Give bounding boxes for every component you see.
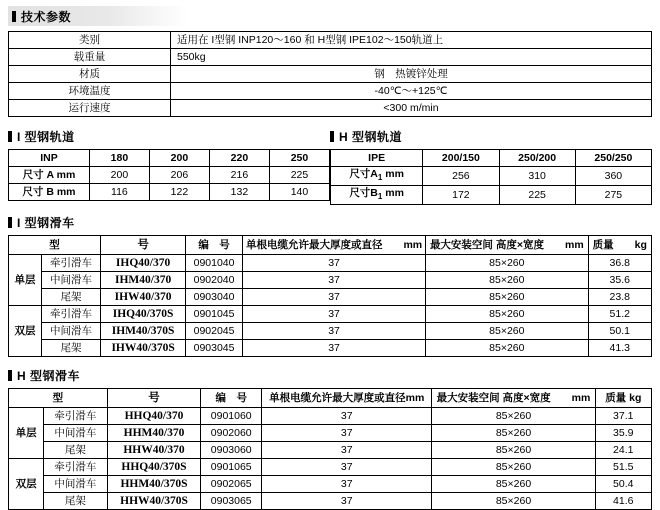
table-header-row xyxy=(9,236,652,255)
column-header: 180 xyxy=(89,150,149,167)
trolley-code: 0901065 xyxy=(201,459,262,476)
row-label: 尺寸 B mm xyxy=(9,184,90,201)
trolley-space: 85×260 xyxy=(426,255,588,272)
trolley-space: 85×260 xyxy=(432,408,595,425)
spec-value: 550kg xyxy=(171,49,652,66)
cell: 132 xyxy=(209,184,269,201)
trolley-weight: 37.1 xyxy=(595,408,651,425)
cell: 140 xyxy=(269,184,329,201)
trolley-model: HHQ40/370 xyxy=(107,408,201,425)
trolley-code: 0902065 xyxy=(201,476,262,493)
trolley-thickness: 37 xyxy=(242,340,425,357)
inp-rail-block xyxy=(8,127,330,205)
trolley-space: 85×260 xyxy=(432,442,595,459)
trolley-space: 85×260 xyxy=(426,306,588,323)
trolley-type: 中间滑车 xyxy=(42,272,101,289)
spec-key: 材质 xyxy=(9,66,171,83)
trolley-weight: 50.4 xyxy=(595,476,651,493)
table-row xyxy=(9,459,652,476)
column-header-thickness: 单根电缆允许最大厚度或直径mm xyxy=(262,389,432,408)
spec-key: 载重量 xyxy=(9,49,171,66)
trolley-type: 牵引滑车 xyxy=(44,459,107,476)
section-title-inp-trolley: I 型钢滑车 xyxy=(17,215,75,230)
trolley-type: 中间滑车 xyxy=(44,425,107,442)
trolley-type: 尾架 xyxy=(44,442,107,459)
cell: 172 xyxy=(423,186,499,205)
column-header: 220 xyxy=(209,150,269,167)
trolley-code: 0902040 xyxy=(186,272,243,289)
trolley-model: IHW40/370S xyxy=(101,340,186,357)
trolley-code: 0901060 xyxy=(201,408,262,425)
trolley-space: 85×260 xyxy=(432,476,595,493)
inp-rail-table xyxy=(8,149,330,201)
section-marker-icon xyxy=(330,131,334,142)
trolley-weight: 50.1 xyxy=(588,323,652,340)
section-header-inp-rail xyxy=(8,127,330,145)
table-header-row xyxy=(9,150,330,167)
trolley-code: 0903045 xyxy=(186,340,243,357)
table-row xyxy=(9,49,652,66)
column-header-type: 型 xyxy=(9,236,101,255)
cell: 225 xyxy=(269,167,329,184)
column-header: 250 xyxy=(269,150,329,167)
trolley-space: 85×260 xyxy=(432,493,595,510)
trolley-thickness: 37 xyxy=(242,255,425,272)
trolley-thickness: 37 xyxy=(262,493,432,510)
table-row xyxy=(9,425,652,442)
trolley-model: IHW40/370 xyxy=(101,289,186,306)
table-row xyxy=(331,167,652,186)
column-header-model: 号 xyxy=(107,389,201,408)
table-row xyxy=(9,323,652,340)
cell: 122 xyxy=(149,184,209,201)
cell: 360 xyxy=(575,167,651,186)
column-header: INP xyxy=(9,150,90,167)
column-header: 250/250 xyxy=(575,150,651,167)
column-header-code: 编 号 xyxy=(201,389,262,408)
trolley-weight: 35.9 xyxy=(595,425,651,442)
trolley-thickness: 37 xyxy=(242,306,425,323)
trolley-weight: 41.6 xyxy=(595,493,651,510)
trolley-weight: 24.1 xyxy=(595,442,651,459)
trolley-weight: 35.6 xyxy=(588,272,652,289)
trolley-model: HHW40/370 xyxy=(107,442,201,459)
trolley-thickness: 37 xyxy=(242,272,425,289)
spec-value: 钢 热镀锌处理 xyxy=(171,66,652,83)
section-title-ipe-rail: H 型钢轨道 xyxy=(339,129,403,144)
spec-value: <300 m/min xyxy=(171,100,652,117)
trolley-space: 85×260 xyxy=(432,459,595,476)
cell: 256 xyxy=(423,167,499,186)
section-header-ipe-trolley xyxy=(8,366,652,384)
trolley-model: HHM40/370S xyxy=(107,476,201,493)
table-row xyxy=(9,66,652,83)
table-row xyxy=(9,184,330,201)
trolley-code: 0903065 xyxy=(201,493,262,510)
spec-value: -40℃～+125℃ xyxy=(171,83,652,100)
trolley-space: 85×260 xyxy=(426,272,588,289)
trolley-space: 85×260 xyxy=(432,425,595,442)
section-marker-icon xyxy=(8,131,12,142)
column-header-weight: 质量 kg xyxy=(595,389,651,408)
trolley-thickness: 37 xyxy=(262,476,432,493)
column-header: IPE xyxy=(331,150,423,167)
spec-key: 环境温度 xyxy=(9,83,171,100)
table-header-row xyxy=(9,389,652,408)
spec-key: 类别 xyxy=(9,32,171,49)
column-header-thickness: 单根电缆允许最大厚度或直径 mm xyxy=(242,236,425,255)
trolley-code: 0903060 xyxy=(201,442,262,459)
group-label-single-layer: 单层 xyxy=(9,255,42,306)
cell: 206 xyxy=(149,167,209,184)
trolley-thickness: 37 xyxy=(262,425,432,442)
table-row xyxy=(9,493,652,510)
trolley-thickness: 37 xyxy=(242,323,425,340)
row-label: 尺寸 A mm xyxy=(9,167,90,184)
table-row xyxy=(9,408,652,425)
spec-key: 运行速度 xyxy=(9,100,171,117)
trolley-thickness: 37 xyxy=(262,459,432,476)
trolley-space: 85×260 xyxy=(426,289,588,306)
table-row xyxy=(9,340,652,357)
section-title-tech-params: 技术参数 xyxy=(21,9,72,24)
section-header-ipe-rail xyxy=(330,127,652,145)
trolley-type: 中间滑车 xyxy=(42,323,101,340)
trolley-weight: 36.8 xyxy=(588,255,652,272)
cell: 225 xyxy=(499,186,575,205)
table-row xyxy=(9,167,330,184)
column-header-type: 型 xyxy=(9,389,108,408)
trolley-model: HHQ40/370S xyxy=(107,459,201,476)
group-label-single-layer: 单层 xyxy=(9,408,44,459)
section-marker-icon xyxy=(8,370,12,381)
trolley-model: HHW40/370S xyxy=(107,493,201,510)
trolley-type: 尾架 xyxy=(42,289,101,306)
column-header-code: 编 号 xyxy=(186,236,243,255)
trolley-type: 牵引滑车 xyxy=(44,408,107,425)
trolley-type: 尾架 xyxy=(42,340,101,357)
trolley-type: 尾架 xyxy=(44,493,107,510)
cell: 116 xyxy=(89,184,149,201)
column-header-model: 号 xyxy=(101,236,186,255)
table-row xyxy=(9,289,652,306)
cell: 200 xyxy=(89,167,149,184)
inp-trolley-table xyxy=(8,235,652,357)
trolley-thickness: 37 xyxy=(262,408,432,425)
table-header-row xyxy=(331,150,652,167)
table-row xyxy=(9,32,652,49)
trolley-code: 0901045 xyxy=(186,306,243,323)
trolley-weight: 23.8 xyxy=(588,289,652,306)
trolley-weight: 51.5 xyxy=(595,459,651,476)
column-header-space: 最大安装空间 高度×宽度 mm xyxy=(426,236,588,255)
trolley-weight: 41.3 xyxy=(588,340,652,357)
section-title-inp-rail: I 型钢轨道 xyxy=(17,129,75,144)
column-header-weight: 质量 kg xyxy=(588,236,652,255)
trolley-thickness: 37 xyxy=(262,442,432,459)
trolley-model: IHQ40/370 xyxy=(101,255,186,272)
trolley-model: IHM40/370S xyxy=(101,323,186,340)
trolley-type: 牵引滑车 xyxy=(42,306,101,323)
trolley-space: 85×260 xyxy=(426,323,588,340)
section-title-ipe-trolley: H 型钢滑车 xyxy=(17,368,81,383)
ipe-trolley-table xyxy=(8,388,652,510)
cell: 310 xyxy=(499,167,575,186)
group-label-double-layer: 双层 xyxy=(9,459,44,510)
trolley-model: IHQ40/370S xyxy=(101,306,186,323)
section-header-tech-params xyxy=(8,6,187,26)
column-header-space: 最大安装空间 高度×宽度 mm xyxy=(432,389,595,408)
trolley-model: IHM40/370 xyxy=(101,272,186,289)
rail-tables-row xyxy=(8,127,652,205)
trolley-thickness: 37 xyxy=(242,289,425,306)
trolley-code: 0901040 xyxy=(186,255,243,272)
table-row xyxy=(9,83,652,100)
trolley-type: 中间滑车 xyxy=(44,476,107,493)
trolley-code: 0902045 xyxy=(186,323,243,340)
row-label: 尺寸$A_1$ mm xyxy=(331,167,423,186)
ipe-rail-table xyxy=(330,149,652,205)
row-label: 尺寸$B_1$ mm xyxy=(331,186,423,205)
table-row xyxy=(9,255,652,272)
cell: 216 xyxy=(209,167,269,184)
section-header-inp-trolley xyxy=(8,213,652,231)
section-marker-icon xyxy=(12,11,16,22)
trolley-code: 0902060 xyxy=(201,425,262,442)
spec-value: 适用在 I型钢 INP120～160 和 H型钢 IPE102～150轨道上 xyxy=(171,32,652,49)
trolley-model: HHM40/370 xyxy=(107,425,201,442)
table-row xyxy=(9,476,652,493)
cell: 275 xyxy=(575,186,651,205)
column-header: 200/150 xyxy=(423,150,499,167)
section-marker-icon xyxy=(8,217,12,228)
table-row xyxy=(9,306,652,323)
table-row xyxy=(9,100,652,117)
trolley-type: 牵引滑车 xyxy=(42,255,101,272)
table-row xyxy=(331,186,652,205)
group-label-double-layer: 双层 xyxy=(9,306,42,357)
trolley-weight: 51.2 xyxy=(588,306,652,323)
ipe-rail-block xyxy=(330,127,652,205)
column-header: 200 xyxy=(149,150,209,167)
column-header: 250/200 xyxy=(499,150,575,167)
tech-params-table xyxy=(8,31,652,117)
table-row xyxy=(9,442,652,459)
table-row xyxy=(9,272,652,289)
trolley-space: 85×260 xyxy=(426,340,588,357)
trolley-code: 0903040 xyxy=(186,289,243,306)
